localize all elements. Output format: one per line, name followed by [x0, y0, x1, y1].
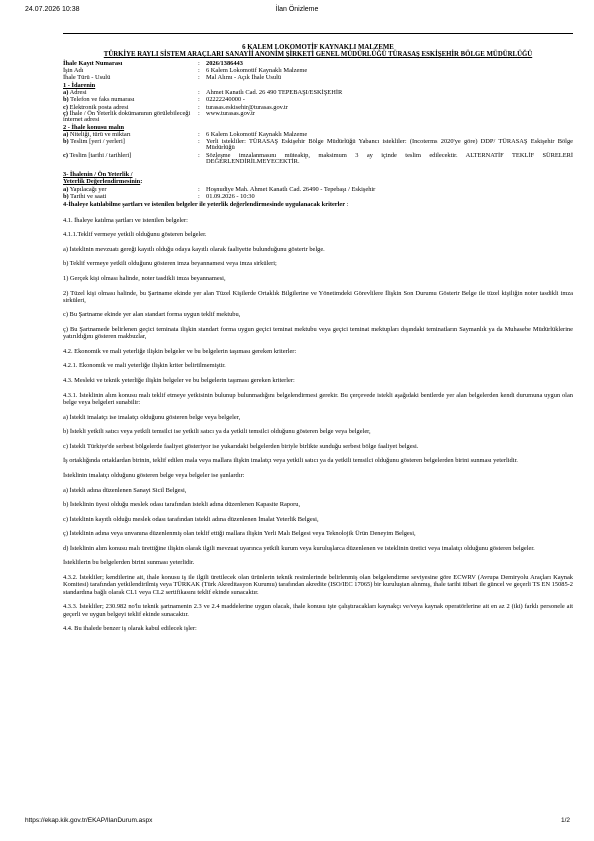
- sec2-row-quantity: a) Niteliği, türü ve miktarı : 6 Kalem Lokomotif Kaynaklı Malzeme: [63, 131, 308, 139]
- criteria-paragraph: 4.3. Mesleki ve teknik yeterliğe ilişkin belgeler ve bu belgelerin taşıması gereken kriterler:: [63, 377, 295, 385]
- authority-name: TÜRKİYE RAYLI SİSTEM ARAÇLARI SANAYİİ ANONİM ŞİRKETİ GENEL MÜDÜRLÜĞÜ TÜRASAŞ ESKİŞEHİR BÖLGE MÜDÜRLÜĞÜ: [103, 51, 533, 59]
- criteria-paragraph: ç) İsteklinin adına veya unvanına düzenlenmiş olan teklif ettiği mallara ilişkin Yerli Malı Belgesi veya Teknolojik Ürün Deneyim Belgesi,: [63, 530, 416, 538]
- isin-adi-row: İşin Adı : 6 Kalem Lokomotif Kaynaklı Malzeme: [63, 67, 308, 75]
- page-number: 1/2: [560, 817, 570, 824]
- criteria-paragraph: İsteklilerin bu belgelerden birini sunması yeterlidir.: [63, 559, 195, 567]
- criteria-paragraph: ç) Bu Şartnamede belirlenen geçici teminata ilişkin standart forma uygun geçici teminat mektubu veya geçici teminat mektupları dışındaki teminatların Saymanlık ya da Muhasebe Müdürlüklerine yatırıldığını gösteren makbuzlar,: [63, 325, 573, 341]
- criteria-paragraph: b) Teklif vermeye yetkili olduğunu gösteren imza beyannamesi veya imza sirküleri;: [63, 260, 277, 268]
- sec1-row-email: c) Elektronik posta adresi : turasas.eskisehir@turasas.gov.tr: [63, 104, 573, 111]
- print-datetime: 24.07.2026 10:38: [25, 6, 80, 13]
- sec3-row-place: a) Yapılacağı yer : Hoşnudiye Mah. Ahmet Kanatlı Cad. 26490 - Tepebaşı / Eskişehir: [63, 185, 376, 193]
- sec1-row-phone: b) Telefon ve faks numarası : 02222240000 -: [63, 96, 245, 104]
- print-title: İlan Önizleme: [275, 6, 319, 13]
- criteria-paragraph: İş ortaklığında ortaklardan birinin, teklif edilen mala veya mallara ilişkin imalatçı veya yetkili satıcı ya da yetkili temsilci olduğunu gösteren belgelerden birini sunması yeterlidir.: [63, 457, 518, 465]
- criteria-paragraph: 4.4. Bu ihalede benzer iş olarak kabul edilecek işler:: [63, 625, 197, 633]
- page-url: https://ekap.kik.gov.tr/EKAP/IlanDurum.aspx: [25, 817, 153, 824]
- email-link[interactable]: turasas.eskisehir@turasas.gov.tr: [206, 103, 288, 111]
- section-1-heading: 1 - İdarenin: [63, 81, 96, 89]
- criteria-paragraph: c) İstekli Türkiye'de serbest bölgelerde faaliyet gösteriyor ise yukarıdaki belgelerden biriyle birlikte sunduğu serbest bölge faaliyet belgesi.: [63, 442, 419, 450]
- print-header: [0, 6, 594, 18]
- criteria-paragraph: c) İsteklinin kayıtlı olduğu meslek odası tarafından istekli adına düzenlenen İmalat Yeterlik Belgesi,: [63, 515, 319, 523]
- ihale-kayit-number: 2026/1386443: [206, 59, 243, 67]
- print-footer: [0, 817, 594, 829]
- criteria-paragraph: c) Bu Şartname ekinde yer alan standart forma uygun teklif mektubu,: [63, 311, 241, 319]
- criteria-paragraph: 4.1. İhaleye katılma şartları ve istenilen belgeler:: [63, 216, 188, 224]
- website-link[interactable]: www.turasas.gov.tr: [206, 109, 256, 117]
- sec2-row-delivery-place: b) Teslim [yeri / yerleri] : Yerli istekliler: TÜRASAŞ Eskişehir Bölge Müdürlüğü Yabancı istekliler: (Incoterms 2020'ye göre) DDP/ TÜRASAŞ Eskişehir Bölge Müdürlüğü: [63, 137, 573, 152]
- criteria-paragraph: b) İsteklinin üyesi olduğu meslek odası tarafından istekli adına düzenlenen Kapasite Raporu,: [63, 501, 301, 509]
- criteria-paragraph: 4.3.2. İstekliler; kendilerine ait, ihale konusu iş ile ilgili üretilecek olan ürünlerin teknik resimlerinde belirlenmiş olan belgelendirme seviyesine göre ECWRV (Avrupa Demiryolu Araçları Kaynak Komitesi) tarafından yetkilendirilmiş veya TÜRKAK (Türk Akreditasyon Kurumu) tarafından akredite (ISO/IEC 17065) bir kuruluştan alınmış, ihale tarihi itibari ile güncel ve geçerli TS EN 15085-2 standardına bağlı olarak CL1 veya CL2 sertifikasını teklif ekinde sunacaktır.: [63, 574, 573, 596]
- ihale-kayit-row: İhale Kayıt Numarası : 2026/1386443: [63, 60, 573, 67]
- section-4-heading: 4-İhaleye katılabilme şartları ve istenilen belgeler ile yeterlik değerlendirmesinde uygulanacak kriterler :: [63, 201, 349, 209]
- sec1-row-website: ç) İhale / Ön Yeterlik dokümanının görülebileceği internet adresi : www.turasas.gov.tr: [63, 111, 573, 124]
- notice-content: [63, 33, 573, 632]
- top-divider: [63, 33, 573, 34]
- criteria-paragraph: a) İstekli imalatçı ise imalatçı olduğunu gösteren belge veya belgeler,: [63, 413, 241, 421]
- criteria-paragraph: 4.3.3. İstekliler; 230.982 no'lu teknik şartnamenin 2.3 ve 2.4 maddelerine uygun olacak, ihale konusu işte çalıştıracakları kaynakçı ve/veya kaynak operatörlerine ait en az 2 (iki) farklı personele ait geçerli ve uygun belgeyi teklif ekinde sunacaktır.: [63, 603, 573, 618]
- sec3-row-datetime: b) Tarihi ve saati : 01.09.2026 - 10:30: [63, 192, 255, 200]
- section-3-heading: 3- İhalenin / Ön Yeterlik / Yeterlik Değerlendirmesinin:: [63, 171, 143, 186]
- page-title: 6 KALEM LOKOMOTİF KAYNAKLI MALZEME: [242, 44, 394, 51]
- criteria-paragraph: 4.2.1. Ekonomik ve mali yeterliğe ilişkin kriter belirtilmemiştir.: [63, 362, 226, 370]
- criteria-paragraph: a) İstekli adına düzenlenen Sanayi Sicil Belgesi,: [63, 486, 187, 494]
- criteria-paragraph: a) İsteklinin mevzuatı gereği kayıtlı olduğu odaya kayıtlı olarak faaliyette bulunduğunu gösterir belge.: [63, 245, 325, 253]
- criteria-paragraphs: [63, 217, 573, 633]
- ihale-turu-row: İhale Türü - Usulü : Mal Alımı - Açık İhale Usulü: [63, 74, 282, 82]
- section-2-heading: 2 - İhale konusu malın: [63, 124, 125, 132]
- criteria-paragraph: İsteklinin imalatçı olduğunu gösteren belge veya belgeler ise şunlardır:: [63, 471, 245, 479]
- criteria-paragraph: b) İstekli yetkili satıcı veya yetkili temsilci ise yetkili satıcı ya da yetkili temsilci olduğunu gösteren belge veya belgeler,: [63, 428, 371, 436]
- criteria-paragraph: d) İsteklinin alım konusu malı ürettiğine ilişkin olarak ilgili mevzuat uyarınca yetkili kurum veya kuruluşlarca düzenlenen ve isteklinin üretici veya imalatçı olduğunu gösteren belgeler.: [63, 544, 535, 552]
- sec1-row-address: a) Adresi : Ahmet Kanatlı Cad. 26 490 TEPEBAŞI/ESKİŞEHİR: [63, 89, 343, 96]
- sec2-row-delivery-date: c) Teslim [tarihi / tarihleri] : Sözleşme imzalanmasını müteakip, maksimum 3 ay içinde teslim edilecektir. ALTERNATİF TEKLİF SÜRELERİ DEĞERLENDİRİLMEYECEKTİR.: [63, 151, 573, 166]
- criteria-paragraph: 2) Tüzel kişi olması halinde, bu Şartname ekinde yer alan Tüzel Kişilerde Ortaklık Bilgilerine ve Yönetimdeki Görevlilere İlişkin Son Durumu Gösterir Belge ile tüzel kişiliğin noter tasdikli imza sirküleri,: [63, 289, 573, 304]
- criteria-paragraph: 1) Gerçek kişi olması halinde, noter tasdikli imza beyannamesi,: [63, 274, 226, 282]
- criteria-paragraph: 4.3.1. İsteklinin alım konusu malı teklif etmeye yetkisinin bulunup bulunmadığını belgelendirmesi gerekir. Bu çerçevede istekli aşağıdaki bentlerde yer alan belgelerden kendi durumuna uygun olan belge veya belgeleri sunabilir:: [63, 391, 573, 406]
- criteria-paragraph: 4.2. Ekonomik ve mali yeterliğe ilişkin belgeler ve bu belgelerin taşıması gereken kriterler:: [63, 347, 297, 355]
- criteria-paragraph: 4.1.1.Teklif vermeye yetkili olduğunu gösteren belgeler.: [63, 231, 207, 239]
